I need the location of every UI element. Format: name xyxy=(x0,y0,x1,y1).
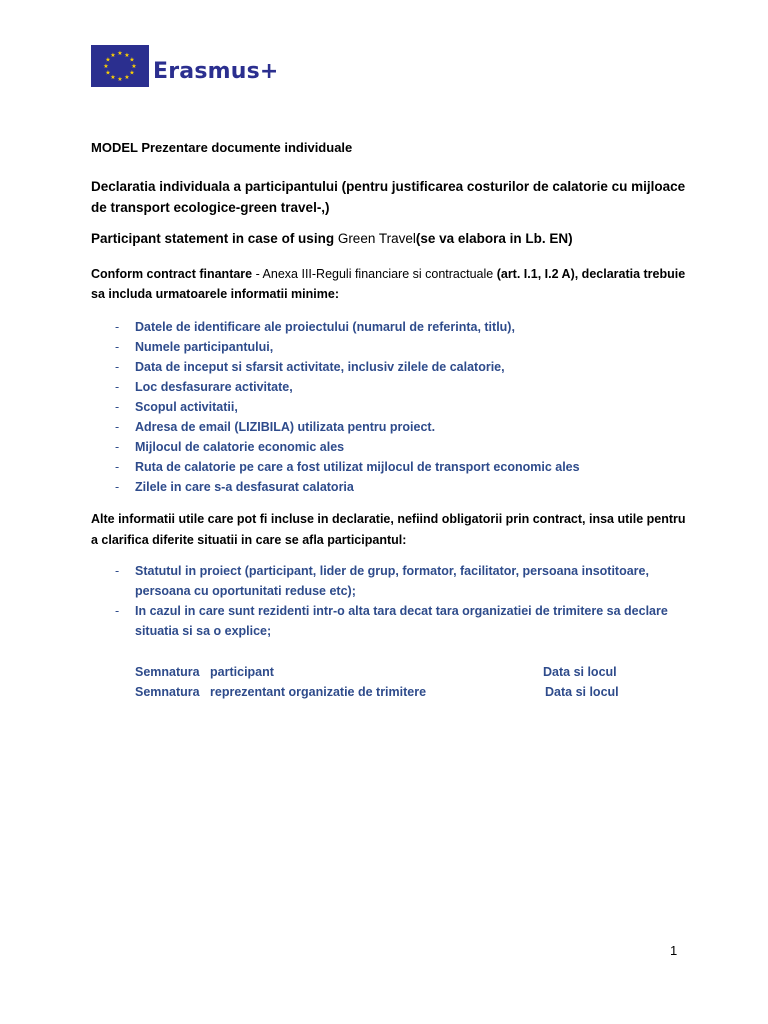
list-item-text: Data de inceput si sfarsit activitate, inclusiv zilele de calatorie, xyxy=(135,360,505,374)
dash-bullet: - xyxy=(115,340,120,354)
svg-text:★: ★ xyxy=(117,76,123,83)
conform-bold-start: Conform contract finantare xyxy=(91,267,256,281)
svg-text:★: ★ xyxy=(117,50,123,57)
list-item xyxy=(91,437,711,457)
dash-bullet: - xyxy=(115,564,120,578)
signature-row-organization xyxy=(135,682,695,702)
list-item xyxy=(91,457,711,477)
eu-flag-icon xyxy=(91,45,149,87)
svg-text:★: ★ xyxy=(129,69,135,77)
list-item xyxy=(91,377,711,397)
svg-text:★: ★ xyxy=(110,52,116,59)
list-item xyxy=(91,561,695,601)
conform-paragraph xyxy=(91,264,691,304)
erasmus-logo xyxy=(91,45,279,87)
svg-text:★: ★ xyxy=(103,63,109,70)
list-item xyxy=(91,397,711,417)
dash-bullet: - xyxy=(115,400,120,414)
svg-text:★: ★ xyxy=(131,63,137,70)
logo-text: Erasmus+ xyxy=(153,58,279,84)
svg-text:★: ★ xyxy=(129,56,135,64)
required-info-list xyxy=(91,317,711,497)
declaratia-heading: Declaratia individuala a participantului (pentru justificarea costurilor de calatorie cu mijloace de transport ecologice-green travel-,) xyxy=(91,179,686,215)
list-item-text: Loc desfasurare activitate, xyxy=(135,380,293,394)
dash-bullet: - xyxy=(115,604,120,618)
optional-info-heading: Alte informatii utile care pot fi incluse in declaratie, nefiind obligatorii prin contract, insa utile pentru a clarifica diferite situatii in care se afla participantul: xyxy=(91,512,686,547)
svg-text:★: ★ xyxy=(110,74,116,81)
dash-bullet: - xyxy=(115,480,120,494)
dash-bullet: - xyxy=(115,420,120,434)
svg-text:★: ★ xyxy=(105,69,111,77)
list-item-text: Mijlocul de calatorie economic ales xyxy=(135,440,345,454)
list-item-text: Numele participantului, xyxy=(135,340,274,354)
dash-bullet: - xyxy=(115,320,120,334)
list-item-text: Datele de identificare ale proiectului (numarul de referinta, titlu), xyxy=(135,320,515,334)
list-item-text: Statutul in proiect (participant, lider de grup, formator, facilitator, persoana insotitoare, persoana cu oportunitati reduse etc); xyxy=(135,564,649,598)
statement-bold-end: (se va elabora in Lb. EN) xyxy=(415,231,573,246)
model-heading: MODEL Prezentare documente individuale xyxy=(91,140,353,155)
signature-label: Semnatura reprezentant organizatie de trimitere xyxy=(135,685,427,699)
dash-bullet: - xyxy=(115,380,120,394)
optional-info-list xyxy=(91,561,711,641)
list-item-text: Scopul activitatii, xyxy=(135,400,238,414)
dash-bullet: - xyxy=(115,360,120,374)
list-item xyxy=(91,417,711,437)
svg-text:★: ★ xyxy=(105,56,111,64)
conform-bold-end: (art. I.1, I.2 A), declaratia trebuie sa includa urmatoarele informatii minime: xyxy=(91,267,686,301)
statement-plain: Green Travel xyxy=(337,231,416,246)
list-item xyxy=(91,357,711,377)
participant-statement-heading xyxy=(91,229,691,249)
list-item xyxy=(91,337,711,357)
dash-bullet: - xyxy=(115,440,120,454)
list-item-text: Adresa de email (LIZIBILA) utilizata pentru proiect. xyxy=(135,420,436,434)
statement-bold: Participant statement in case of using xyxy=(91,231,338,246)
list-item-text: In cazul in care sunt rezidenti intr-o alta tara decat tara organizatiei de trimitere sa declare situatia si sa o explice; xyxy=(135,604,668,638)
list-item xyxy=(91,477,711,497)
list-item xyxy=(91,601,695,641)
list-item-text: Ruta de calatorie pe care a fost utilizat mijlocul de transport economic ales xyxy=(135,460,580,474)
signature-row-participant xyxy=(135,662,695,682)
list-item xyxy=(91,317,711,337)
conform-plain: - Anexa III-Reguli financiare si contractuale xyxy=(255,267,494,281)
date-place-label: Data si locul xyxy=(543,665,617,679)
svg-text:★: ★ xyxy=(124,52,130,59)
dash-bullet: - xyxy=(115,460,120,474)
signature-label: Semnatura participant xyxy=(135,665,274,679)
svg-text:★: ★ xyxy=(124,74,130,81)
date-place-label: Data si locul xyxy=(545,685,619,699)
page-number: 1 xyxy=(670,943,678,958)
list-item-text: Zilele in care s-a desfasurat calatoria xyxy=(135,480,354,494)
